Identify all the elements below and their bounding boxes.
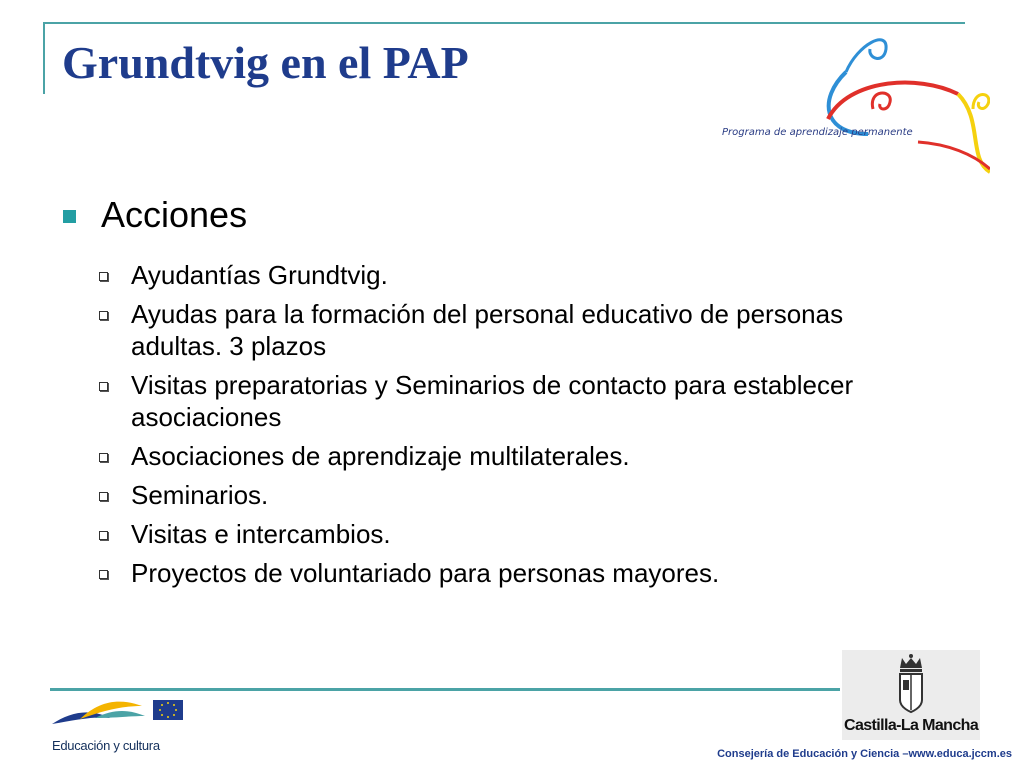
checkbox-bullet-icon xyxy=(99,272,108,281)
list-item-text: Seminarios. xyxy=(131,480,269,510)
slide-title: Grundtvig en el PAP xyxy=(62,37,469,88)
main-bullet-icon xyxy=(63,210,76,223)
clm-caption: Castilla-La Mancha xyxy=(844,717,979,734)
left-rule xyxy=(43,22,45,94)
list-item xyxy=(96,298,886,362)
castilla-la-mancha-logo xyxy=(842,650,980,740)
list-item xyxy=(96,369,886,433)
eu-caption: Educación y cultura xyxy=(52,738,160,753)
list-item-text: Visitas e intercambios. xyxy=(131,519,391,549)
checkbox-bullet-icon xyxy=(99,311,108,320)
checkbox-bullet-icon xyxy=(99,570,108,579)
list-item-text: Ayudantías Grundtvig. xyxy=(131,260,388,290)
checkbox-bullet-icon xyxy=(99,531,108,540)
list-item-text: Asociaciones de aprendizaje multilaterales. xyxy=(131,441,630,471)
actions-list xyxy=(96,259,886,596)
checkbox-bullet-icon xyxy=(99,492,108,501)
footer-credit: Consejería de Educación y Ciencia –www.educa.jccm.es xyxy=(717,748,1012,760)
list-item xyxy=(96,479,886,511)
list-item xyxy=(96,440,886,472)
list-item xyxy=(96,518,886,550)
list-item xyxy=(96,557,886,589)
list-item xyxy=(96,259,886,291)
bottom-rule xyxy=(50,688,840,691)
pap-caption: Programa de aprendizaje permanente xyxy=(722,127,913,138)
checkbox-bullet-icon xyxy=(99,382,108,391)
eu-education-logo-icon xyxy=(50,694,185,734)
section-heading: Acciones xyxy=(101,194,248,235)
checkbox-bullet-icon xyxy=(99,453,108,462)
list-item-text: Ayudas para la formación del personal educativo de personas adultas. 3 plazos xyxy=(131,299,844,361)
pap-logo-icon xyxy=(718,24,990,174)
list-item-text: Proyectos de voluntariado para personas mayores. xyxy=(131,558,720,588)
list-item-text: Visitas preparatorias y Seminarios de contacto para establecer asociaciones xyxy=(131,370,854,432)
